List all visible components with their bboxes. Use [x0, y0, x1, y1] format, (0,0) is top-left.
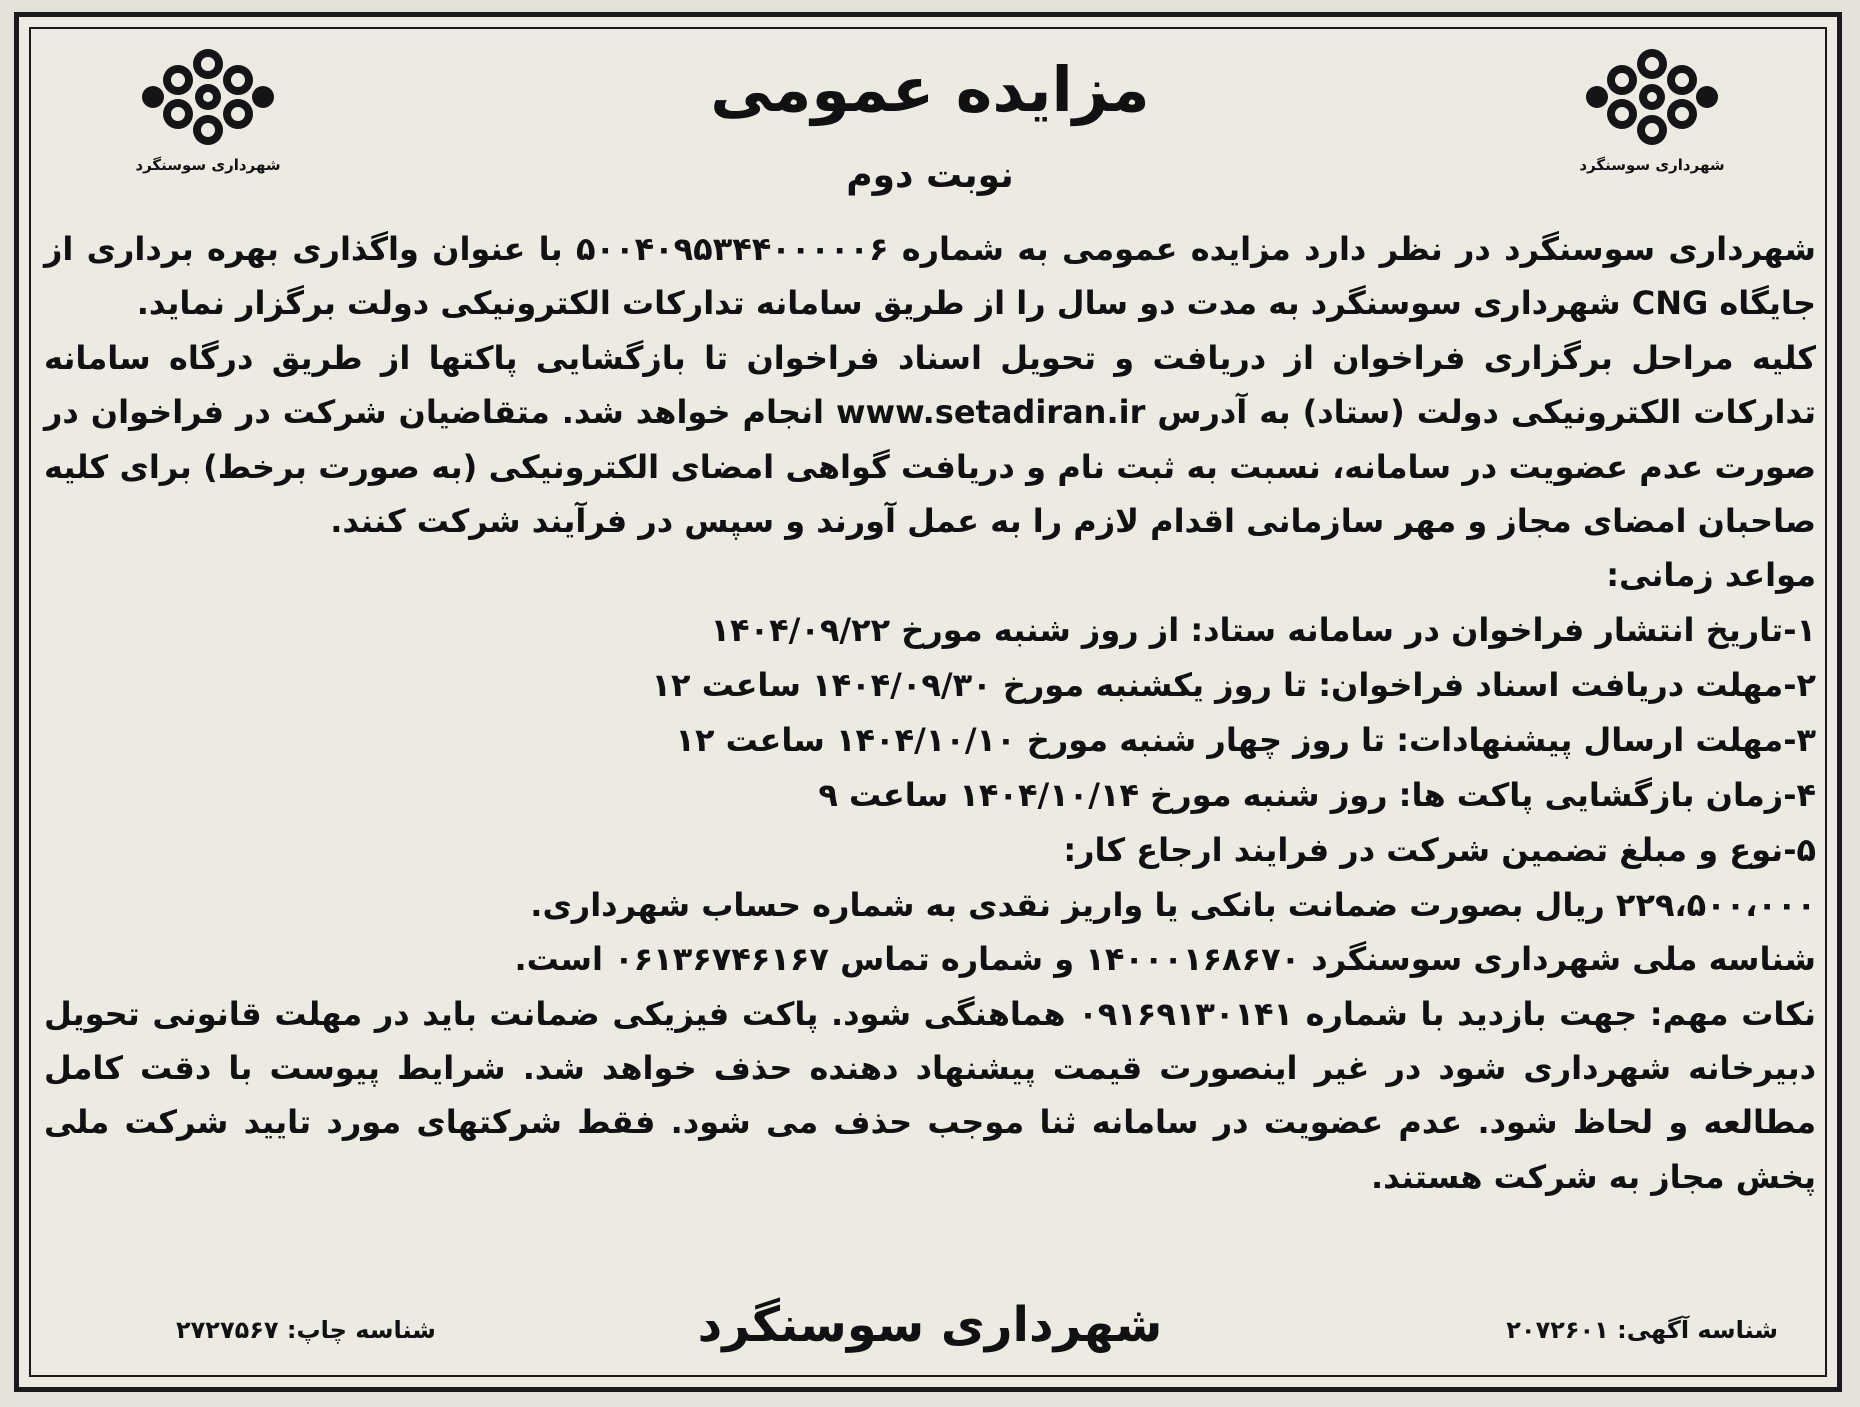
schedule-heading: مواعد زمانی: — [1606, 556, 1816, 595]
footer-municipality-name: شهرداری سوسنگرد — [697, 1297, 1163, 1353]
logo-caption: شهرداری سوسنگرد — [1579, 156, 1725, 174]
ad-id: شناسه آگهی: ۲۰۷۲۶۰۱ — [1506, 1316, 1778, 1344]
print-id: شناسه چاپ: ۲۷۲۷۵۶۷ — [176, 1316, 436, 1344]
schedule-item: ۱-تاریخ انتشار فراخوان در سامانه ستاد: از روز شنبه مورخ ۱۴۰۴/۰۹/۲۲ — [710, 610, 1816, 649]
intro-paragraph: شهرداری سوسنگرد در نظر دارد مزایده عمومی به شماره ۵۰۰۴۰۹۵۳۴۴۰۰۰۰۰۶ با عنوان واگذاری بهره برداری از جایگاه CNG شهرداری سوسنگرد به مدت دو سال را از طریق سامانه تدارکات الکترونیکی دولت برگزار نماید. — [44, 230, 1817, 323]
notice-header — [0, 50, 1860, 202]
important-notes: نکات مهم: جهت بازدید با شماره ۰۹۱۶۹۱۳۰۱۴۱ هماهنگی شود. پاکت فیزیکی ضمانت باید در مهلت قانونی تحویل دبیرخانه شهرداری شود در غیر اینصورت قیمت پیشنهاد دهنده حذف خواهد شد. شرایط پیوست با دقت کامل مطالعه و لحاظ شود. عدم عضویت در سامانه ثنا موجب حذف می شود. فقط شرکتهای مورد تایید شرکت ملی پخش مجاز به شرکت هستند. — [44, 994, 1817, 1196]
schedule-item: ۵-نوع و مبلغ تضمین شرکت در فرایند ارجاع کار: — [1063, 830, 1816, 869]
schedule-item: ۴-زمان بازگشایی پاکت ها: روز شنبه مورخ ۱۴۰۴/۱۰/۱۴ ساعت ۹ — [818, 775, 1816, 814]
notice-round: نوبت دوم — [846, 155, 1014, 196]
national-id-line: شناسه ملی شهرداری سوسنگرد ۱۴۰۰۰۱۶۸۶۷۰ و شماره تماس ۰۶۱۳۶۷۴۶۱۶۷ است. — [514, 940, 1816, 979]
notice-body — [44, 222, 1816, 1204]
schedule-item: ۳-مهلت ارسال پیشنهادات: تا روز چهار شنبه مورخ ۱۴۰۴/۱۰/۱۰ ساعت ۱۲ — [675, 720, 1816, 759]
procedure-paragraph: کلیه مراحل برگزاری فراخوان از دریافت و تحویل اسناد فراخوان تا بازگشایی پاکتها از طریق درگاه سامانه تدارکات الکترونیکی دولت (ستاد) به آدرس www.setadiran.ir انجام خواهد شد. متقاضیان شرکت در فراخوان در صورت عدم عضویت در سامانه، نسبت به ثبت نام و دریافت گواهی امضای الکترونیکی (به صورت برخط) برای کلیه صاحبان امضای مجاز و مهر سازمانی اقدام لازم را به عمل آورند و سپس در فرآیند شرکت کنند. — [44, 338, 1817, 541]
notice-title: مزایده عمومی — [710, 53, 1150, 126]
guarantee-amount: ۲۲۹،۵۰۰،۰۰۰ ریال بصورت ضمانت بانکی یا واریز نقدی به شماره حساب شهرداری. — [530, 885, 1816, 924]
schedule-item: ۲-مهلت دریافت اسناد فراخوان: تا روز یکشنبه مورخ ۱۴۰۴/۰۹/۳۰ ساعت ۱۲ — [651, 665, 1816, 704]
logo-caption: شهرداری سوسنگرد — [135, 156, 281, 174]
